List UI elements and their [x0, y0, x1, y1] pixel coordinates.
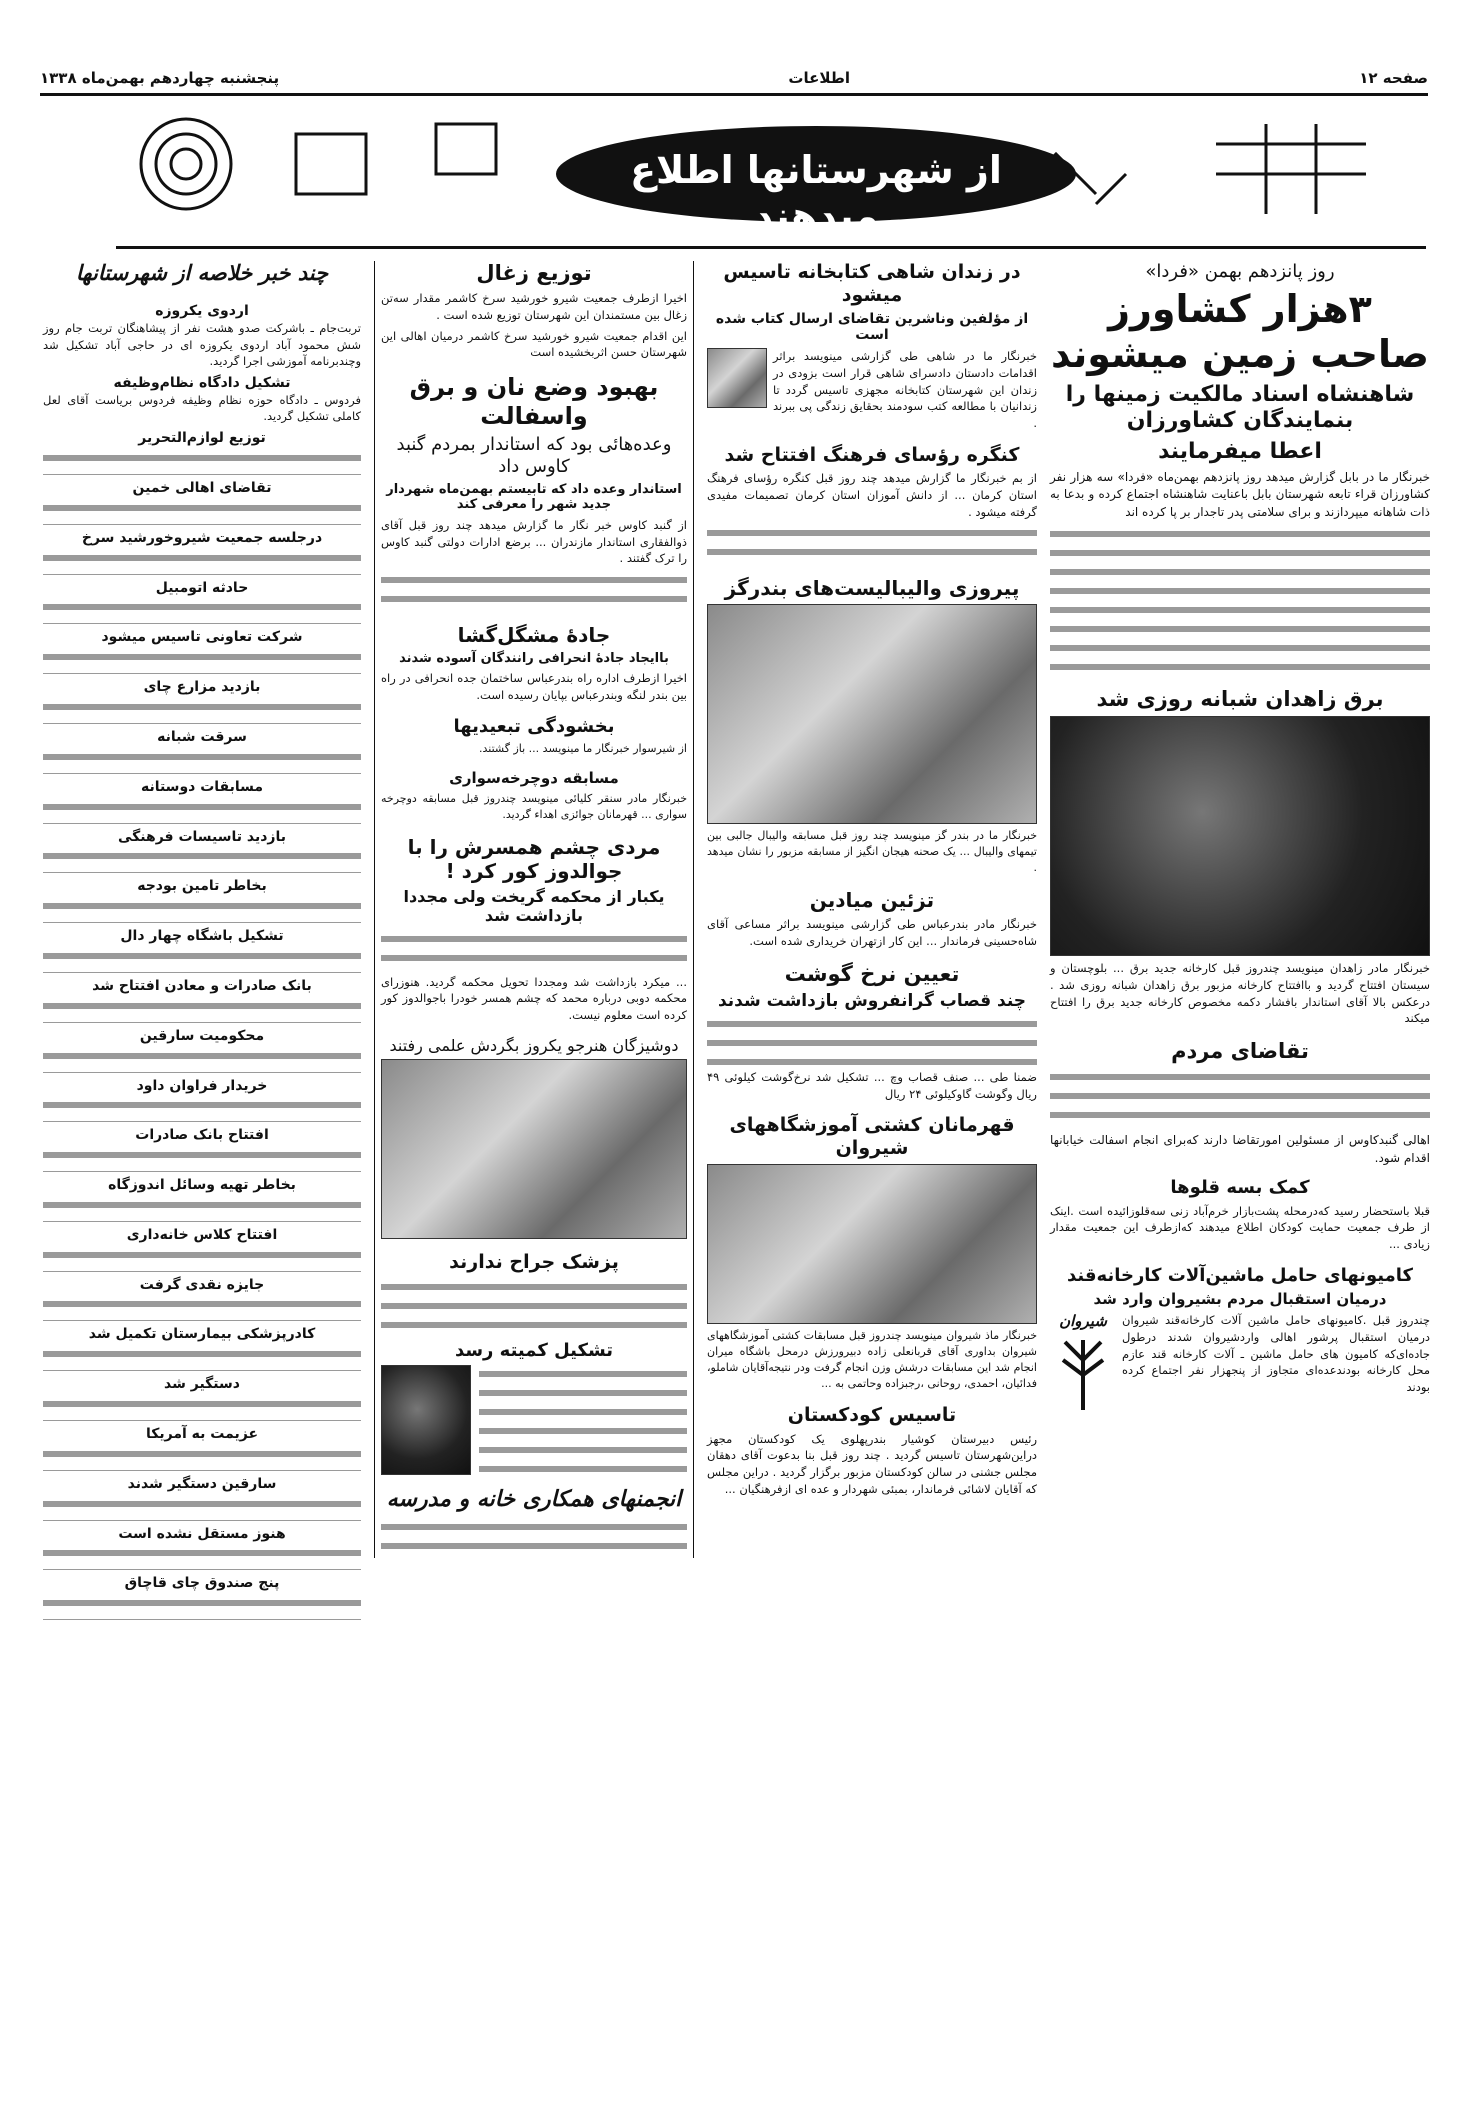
- coal-body-2: این اقدام جمعیت شیرو خورشید سرخ کاشمر درمیان اهالی این شهرستان حسن اثربخشیده است: [381, 328, 687, 360]
- text-filler: [43, 847, 361, 873]
- meat-body: ضمنا طی ... صنف قصاب وچ ... تشکیل شد نرخ‌گوشت کیلوئی ۴۹ ریال وگوشت گاوکیلوئی ۲۴ ریال: [707, 1070, 1037, 1101]
- digest-item-headline: محکومیت سارقین: [139, 1027, 265, 1044]
- bread-subhead-2: استاندار وعده داد که تابیستم بهمن‌ماه شهردار جدید شهر را معرفی کند: [386, 481, 682, 513]
- digest-item-headline: افتتاح بانک صادرات: [135, 1127, 269, 1144]
- bread-body: از گنبد کاوس خبر نگار ما گزارش میدهد چند روز قبل آقای ذوالفقاری استاندار مازندران ... برضع ادارات دولتی گنبد کاوس را ترک گفتند .: [381, 517, 687, 566]
- road-body: اخیرا ازطرف اداره راه بندرعباس ساختمان جده انحرافی در راه بین بندر لنگه وبندرعباس بپایان رسیده است.: [381, 671, 687, 703]
- digest-item-headline: شرکت تعاونی تاسیس میشود: [101, 629, 303, 646]
- paper-name: اطلاعات: [788, 68, 851, 87]
- squares-body: خبرنگار مادر بندرعباس طی گزارشی مینویسد براثر مساعی آقای شاه‌حسینی فرماندار ... این کار ازتهران خریداری شده است.: [707, 917, 1037, 948]
- digest-item: [43, 1526, 361, 1571]
- text-filler: [707, 524, 1037, 564]
- wrestling-body: خبرنگار ماذ شیروان مینویسد چندروز قبل مسابقات کشتی آموزشگاههای شیروان بداوری آقای قربانعلی زاده دبیرورزش درمحل باشگاه میران انجام شد این مسابقات درشش وزن انجام گرفت ودر نتیجه‌آقایان شاملو، فدائیان، احمدی، روحانی ،رجبزاده وحاتمی به ...: [707, 1329, 1037, 1390]
- blinded-body: ... میکرد بازداشت شد ومجددا تحویل محکمه گردید. هنوزرای محکمه دوبی درباره محمد که چشم همسر خودرا باجوالدوز کور کرده است معلوم نیست.: [381, 974, 687, 1022]
- volleyball-caption: خبرنگار ما در بندر گز مینویسد چند روز قبل مسابقه والیبال جالبی بین تیمهای والیبال ... یک صحنه هیجان انگیز از مسابقه مزبور را نشان میدهد .: [707, 829, 1037, 875]
- text-filler: [43, 1295, 361, 1321]
- blinded-story: [381, 835, 687, 1023]
- cycling-headline: مسابقه دوچرخه‌سواری: [449, 769, 619, 788]
- digest-item: [43, 1227, 361, 1272]
- text-filler: [43, 648, 361, 674]
- text-filler: [1050, 1068, 1430, 1128]
- volleyball-story: [707, 576, 1037, 876]
- girls-story: [381, 1036, 687, 1239]
- homeschool-headline: انجمنهای همکاری خانه و مدرسه: [386, 1487, 682, 1513]
- coal-body: اخیرا ازطرف جمعیت شیرو خورشید سرخ کاشمر مقدار سه‌تن زغال بین مستمندان این شهرستان توزیع شده است .: [381, 291, 687, 322]
- wheat-icon: [1053, 1330, 1113, 1410]
- issue-date: پنجشنبه چهاردهم بهمن‌ماه ۱۳۳۸: [40, 68, 280, 87]
- cycling-story: [381, 769, 687, 823]
- digest-item-headline: تشکیل باشگاه چهار دال: [120, 928, 284, 945]
- digest-item: [43, 829, 361, 874]
- library-body: خبرنگار ما در شاهی طی گزارشی مینویسد براثر اقدامات دادستان دادسرای شاهی قرار است بزودی در زندان این شهرستان کتابخانه مجهزی تاسیس گردد تا زندانیان با مطالعه کتب سودمند بحقایق زندگی پی ببرند .: [773, 349, 1037, 430]
- digest-item: [43, 530, 361, 575]
- column-center: [374, 261, 694, 1558]
- digest-item: [43, 779, 361, 824]
- zahedan-story: [1050, 687, 1430, 1027]
- girls-photo: [381, 1059, 687, 1239]
- bread-headline: بهبود وضع نان و برق واسفالت: [409, 372, 659, 430]
- zahedan-photo: [1050, 716, 1430, 956]
- exile-body: از شیرسوار خبرنگار ما مینویسد ... باز گشتند.: [479, 742, 687, 756]
- lead-kicker: روز پانزدهم بهمن «فردا»: [1145, 261, 1335, 282]
- lead-story: [1050, 261, 1430, 675]
- digest-item: [43, 978, 361, 1023]
- sugar-story: [1050, 1265, 1430, 1415]
- library-story: [707, 261, 1037, 432]
- text-filler: [43, 748, 361, 774]
- digest-item-headline: بانک صادرات و معادن افتتاح شد: [92, 977, 312, 994]
- committee-headline: تشکیل کمیته رسد: [454, 1339, 614, 1361]
- digest-item-headline: پنج صندوق چای قاچاق: [124, 1575, 280, 1592]
- text-filler: [43, 598, 361, 624]
- text-filler: [43, 1395, 361, 1421]
- blinded-subhead: یکبار از محکمه گریخت ولی مجددا بازداشت شد: [403, 887, 665, 926]
- text-filler: [43, 798, 361, 824]
- digest-item: [43, 1575, 361, 1620]
- blinded-headline: مردی چشم همسرش را با جوالدوز کور کرد !: [407, 835, 661, 884]
- zahedan-caption: خبرنگار مادر زاهدان مینویسد چندروز قبل کارخانه جدید برق ... بلوچستان و سیستان افتتاح گردید و باافتتاح کارخانه مزبور برق زاهدان شبانه روزی شد . درعکس بالا آقای استاندار بافشار دکمه مخصوص کارخانه جدید برق را افتتاح میکند: [1050, 961, 1430, 1026]
- digest-item-headline: دستگیر شد: [164, 1376, 240, 1393]
- column-right: [1050, 261, 1430, 1414]
- digest-item: [43, 928, 361, 973]
- digest-item-headline: اردوی یکروزه: [155, 303, 249, 320]
- triplets-body: قبلا باستحضار رسید که‌درمحله پشت‌بازار خرم‌آباد زنی سه‌قلوزائیده است .اینک از طرف جمعیت حمایت کودکان اطلاع میدهند که‌ازطرف این جمعیت مقدار زیادی ...: [1050, 1203, 1430, 1251]
- demand-body: اهالی گنبدکاوس از مسئولین امورتقاضا دارند که‌برای انجام اسفالت خیابانها اقدام شود.: [1050, 1133, 1430, 1165]
- text-filler: [43, 897, 361, 923]
- digest-item-headline: هنوز مستقل نشده است: [118, 1525, 286, 1542]
- text-filler: [43, 1345, 361, 1371]
- text-filler: [43, 1594, 361, 1620]
- lead-subhead: شاهنشاه اسناد مالکیت زمینها را بنمایندگان کشاورزان: [1065, 381, 1415, 434]
- exile-headline: بخشودگی تبعیدیها: [453, 715, 615, 737]
- digest-item-headline: جایزه نقدی گرفت: [139, 1276, 265, 1293]
- volleyball-headline: پیروزی والیبالیست‌های بندرگز: [724, 576, 1020, 601]
- digest-item-headline: خریدار فراوان داود: [136, 1077, 268, 1094]
- digest-item-headline: بخاطر تهیه وسائل اندوزگاه: [108, 1177, 296, 1194]
- text-filler: [43, 1246, 361, 1272]
- digest-column: [43, 261, 361, 1620]
- text-filler: [43, 947, 361, 973]
- text-filler: [381, 1518, 687, 1558]
- triplets-headline: کمک بسه قلوها: [1170, 1176, 1310, 1198]
- digest-item: [43, 375, 361, 425]
- wrestling-headline: قهرمانان کشتی آموزشگاههای شیروان: [729, 1114, 1015, 1160]
- library-illustration: [707, 348, 767, 408]
- kindergarten-headline: تاسیس کودکستان: [787, 1403, 957, 1426]
- digest-item: [43, 878, 361, 923]
- text-filler: [43, 549, 361, 575]
- text-filler: [43, 499, 361, 525]
- text-filler: [43, 1196, 361, 1222]
- digest-item-body: تربت‌جام ـ باشرکت صدو هشت نفر از پیشاهنگان تربت جام روز شش محمود آباد اردوی یکروزه ای در حاجی آباد تشکیل شد وچندبرنامه آموزشی اجرا گردید.: [43, 320, 361, 369]
- masthead: [40, 62, 1428, 96]
- text-filler: [381, 930, 687, 970]
- section-banner: [116, 114, 1426, 249]
- digest-item: [43, 480, 361, 525]
- digest-item: [43, 1426, 361, 1471]
- squares-headline: تزئین میادین: [809, 888, 935, 913]
- digest-item: [43, 629, 361, 674]
- volleyball-photo: [707, 604, 1037, 824]
- wrestling-photo: [707, 1164, 1037, 1324]
- kindergarten-story: [707, 1404, 1037, 1497]
- coal-headline: توزیع زغال: [476, 261, 592, 285]
- banner-title: از شهرستانها اطلاع میدهند: [630, 148, 1002, 238]
- text-filler: [43, 1047, 361, 1073]
- text-filler: [43, 1146, 361, 1172]
- surgeon-story: [381, 1251, 687, 1328]
- road-headline: جادهٔ مشگل‌گشا: [457, 622, 611, 647]
- digest-item: [43, 729, 361, 774]
- text-filler: [707, 1015, 1037, 1065]
- digest-item-headline: تقاضای اهالی خمین: [132, 479, 272, 496]
- digest-list: [43, 298, 361, 1620]
- exile-story: [381, 716, 687, 758]
- page-number: صفحه ۱۲: [1359, 68, 1428, 87]
- digest-item-headline: سارقین دستگیر شدند: [127, 1475, 277, 1492]
- digest-item-headline: کادرپزشکی بیمارستان تکمیل شد: [88, 1326, 316, 1343]
- road-subhead: باایجاد جادهٔ انحرافی رانندگان آسوده شدند: [399, 650, 669, 666]
- sugar-body: چندروز قبل .کامیونهای حامل ماشین آلات کارخانه‌قند شیروان درمیان استقبال پرشور اهالی واردشیروان شدند درطول جاده‌ای‌که کامیون های حامل ماشین ـ آلات کارخانه قند عازم محل کارخانه بودندعده‌ای متجاوز از پنجهزار نفر اجتماع کرده بودند: [1122, 1313, 1430, 1394]
- library-headline: در زندان شاهی کتابخانه تاسیس میشود: [723, 261, 1021, 306]
- logo-text: شیروان: [1059, 1312, 1107, 1331]
- text-filler: [43, 449, 361, 475]
- bread-subhead: وعده‌هائی بود که استاندار بمردم گنبد کاوس داد: [396, 434, 672, 478]
- text-filler: [43, 1544, 361, 1570]
- wrestling-story: [707, 1114, 1037, 1391]
- text-filler: [43, 1096, 361, 1122]
- surgeon-headline: پزشک جراح ندارند: [449, 1250, 619, 1273]
- cycling-body: خبرنگار مادر سنقر کلیائی مینویسد چندروز قبل مسابقه دوچرخه سواری ... قهرمانان جوائزی اهداء گردید.: [381, 792, 687, 822]
- homeschool-story: [381, 1487, 687, 1557]
- lead-body: خبرنگار ما در بابل گزارش میدهد روز پانزدهم بهمن‌ماه «فردا» سه هزار نفر کشاورزان قراء تابعه شهرستان بابل باعنایت شاهنشاه اجتماع کرده و بدعا به ذات شاهانه میپردازند و برای سلامتی پدر تاجدار بر پا کرده اند: [1050, 469, 1430, 519]
- meat-subhead: چند قصاب گرانفروش بازداشت شدند: [717, 990, 1027, 1011]
- road-story: [381, 623, 687, 704]
- digest-item: [43, 1277, 361, 1322]
- coal-story: [381, 261, 687, 361]
- demand-story: [1050, 1039, 1430, 1253]
- digest-title: چند خبر خلاصه از شهرستانها: [75, 261, 329, 285]
- digest-item-headline: افتتاح کلاس خانه‌داری: [126, 1226, 278, 1243]
- meat-headline: تعیین نرخ گوشت: [784, 961, 960, 986]
- digest-item: [43, 1177, 361, 1222]
- digest-item-headline: سرقت شبانه: [157, 728, 247, 745]
- committee-story: [381, 1340, 687, 1476]
- girls-headline: دوشیزگان هنرجو یکروز بگردش علمی رفتند: [389, 1035, 679, 1055]
- digest-item: [43, 1127, 361, 1172]
- digest-item: [43, 1078, 361, 1123]
- digest-item: [43, 1476, 361, 1521]
- lead-headline: ۳هزار کشاورز صاحب زمین میشوند: [1051, 286, 1429, 377]
- sugar-headline: کامیونهای حامل ماشین‌آلات کارخانه‌قند: [1067, 1264, 1413, 1286]
- text-filler: [43, 997, 361, 1023]
- text-filler: [43, 698, 361, 724]
- digest-item-headline: بازدید تاسیسات فرهنگی: [117, 828, 287, 845]
- digest-item: [43, 430, 361, 475]
- digest-item: [43, 580, 361, 625]
- lead-subhead-2: اعطا میفرمایند: [1158, 438, 1322, 464]
- kindergarten-body: رئیس دبیرستان کوشیار بندرپهلوی یک کودکستان مجهز دراین‌شهرستان تاسیس گردید . چند روز قبل بنا بدعوت آقای دهقان مجلس جشنی در سالن کودکستان مزبور برگزار گردید . دراین مجلس که آقایان لاشائی فرماندار، بمبئی شهردار و عده ای ازفرهنگیان ...: [707, 1431, 1037, 1496]
- demand-headline: تقاضای مردم: [1171, 1039, 1309, 1063]
- bread-story: [381, 373, 687, 611]
- congress-story: [707, 444, 1037, 565]
- digest-item: [43, 303, 361, 370]
- squares-story: [707, 888, 1037, 949]
- digest-item: [43, 1376, 361, 1421]
- digest-item-headline: تشکیل دادگاه نظام‌وظیفه: [113, 375, 291, 391]
- column-middle: [707, 261, 1037, 1497]
- text-filler: [381, 1278, 687, 1328]
- digest-item-headline: مسابقات دوستانه: [140, 778, 264, 795]
- text-filler: [381, 571, 687, 611]
- congress-headline: کنگره رؤسای فرهنگ افتتاح شد: [724, 443, 1020, 466]
- columns: [40, 261, 1430, 1620]
- digest-item-headline: بخاطر تامین بودجه: [137, 878, 267, 895]
- sugar-subhead: درمیان استقبال مردم بشیروان وارد شد: [1093, 1290, 1387, 1309]
- digest-item-headline: بازدید مزارع چای: [143, 679, 261, 696]
- digest-item-headline: درجلسه جمعیت شیروخورشید سرخ: [81, 529, 323, 546]
- digest-item-headline: توزیع لوازم‌التحریر: [138, 430, 266, 447]
- digest-item: [43, 1326, 361, 1371]
- text-filler: [1050, 525, 1430, 675]
- text-filler: [43, 1495, 361, 1521]
- text-filler: [43, 1445, 361, 1471]
- digest-item-body: فردوس ـ دادگاه حوزه نظام وظیفه فردوس بریاست آقای لعل کاملی تشکیل گردید.: [43, 392, 361, 424]
- digest-item-headline: عزیمت به آمریکا: [145, 1426, 259, 1443]
- shirvan-logo: [1050, 1312, 1116, 1414]
- congress-body: از بم خبرنگار ما گزارش میدهد چند روز قبل کنگره رؤسای فرهنگ استان کرمان ... از دانش آموزان استان کرمان تصمیمات مفیدی گرفته میشود .: [707, 471, 1037, 519]
- digest-item: [43, 679, 361, 724]
- meat-story: [707, 962, 1037, 1103]
- digest-item-headline: حادثه اتومبیل: [155, 579, 249, 596]
- digest-item: [43, 1028, 361, 1073]
- portrait-photo: [381, 1365, 471, 1475]
- text-filler: [479, 1365, 687, 1475]
- zahedan-headline: برق زاهدان شبانه روزی شد: [1096, 687, 1384, 712]
- library-subhead: از مؤلفین وناشرین تقاضای ارسال کتاب شده است: [715, 310, 1029, 344]
